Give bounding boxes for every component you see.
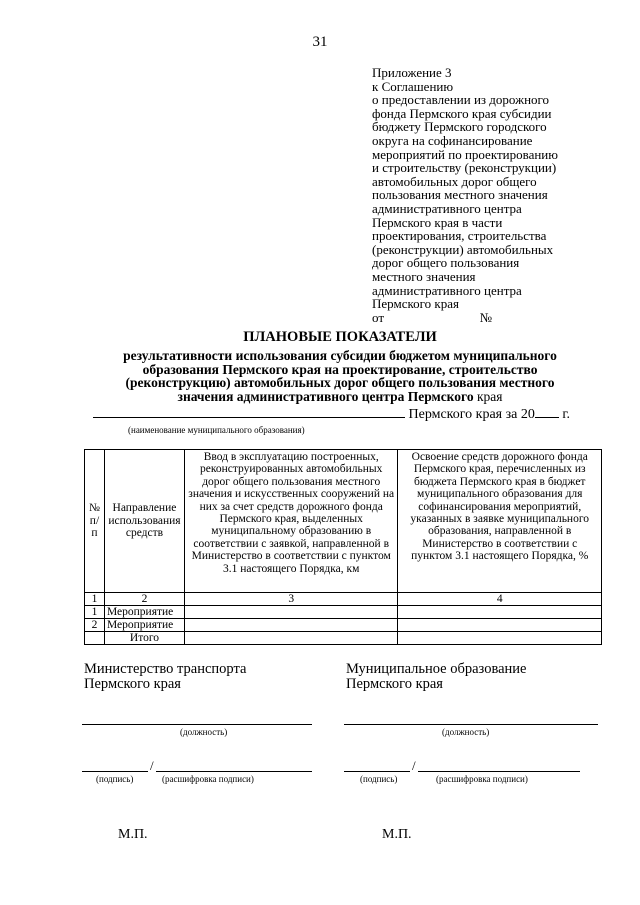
right-organization (346, 662, 527, 692)
right-slash: / (412, 758, 416, 773)
appendix-line: дорог общего пользования (372, 255, 520, 271)
right-position-line (344, 724, 598, 725)
row-value-percent (398, 606, 602, 619)
appendix-line: Приложение 3 (372, 65, 452, 80)
right-org-line: Пермского края (346, 676, 443, 692)
right-decode-caption: (расшифровка подписи) (436, 774, 528, 784)
appendix-line: Пермского края (372, 296, 459, 312)
column-number: 2 (104, 593, 184, 606)
right-stamp: М.П. (382, 827, 412, 842)
table-row (85, 606, 602, 619)
row-number: 2 (85, 619, 105, 632)
appendix-line: административного центра (372, 282, 522, 298)
left-decode-line (156, 771, 312, 772)
total-label: Итого (104, 632, 184, 645)
document-subtitle (90, 349, 590, 403)
appendix-line: Пермского края в части (372, 214, 503, 230)
municipality-caption: (наименование муниципального образования) (128, 425, 305, 435)
column-number: 3 (184, 593, 398, 606)
appendix-line: мероприятий по проектированию (372, 146, 558, 162)
appendix-line: о предоставлении из дорожного (372, 92, 550, 108)
row-value-percent (398, 619, 602, 632)
left-position-caption: (должность) (180, 727, 228, 737)
appendix-line: фонда Пермского края субсидии (372, 105, 552, 121)
subtitle-line: (реконструкцию) автомобильных дорог общего пользования местного (125, 375, 555, 391)
appendix-line: округа на софинансирование (372, 132, 533, 148)
appendix-line: местного значения (372, 268, 476, 284)
total-value-percent (398, 632, 602, 645)
row-number: 1 (85, 606, 105, 619)
document-title: ПЛАНОВЫЕ ПОКАЗАТЕЛИ (243, 329, 437, 345)
number-label: № (479, 309, 492, 325)
right-sign-caption: (подпись) (360, 774, 398, 784)
right-sign-line (344, 771, 410, 772)
subtitle-line (90, 390, 590, 404)
subtitle-last-normal: края (476, 388, 503, 404)
left-organization (84, 662, 246, 692)
appendix-line: автомобильных дорог общего (372, 173, 537, 189)
left-sign-caption: (подпись) (96, 774, 134, 784)
left-stamp: М.П. (118, 827, 148, 842)
row-name: Мероприятие (104, 606, 184, 619)
appendix-line: пользования местного значения (372, 187, 548, 203)
appendix-line: административного центра (372, 200, 522, 216)
total-num (85, 632, 105, 645)
subtitle-last-bold: значения административного центра Пермского (177, 388, 474, 404)
page-number: 31 (312, 34, 328, 50)
column-number: 1 (85, 593, 105, 606)
left-org-line: Министерство транспорта (84, 661, 247, 677)
year-blank (535, 405, 559, 418)
period-row (93, 405, 570, 423)
left-position-line (82, 724, 312, 725)
appendix-line: (реконструкции) автомобильных (372, 241, 554, 257)
right-decode-line (418, 771, 580, 772)
column-number: 4 (398, 593, 602, 606)
row-value-km (184, 606, 398, 619)
left-sign-line (82, 771, 148, 772)
right-position-caption: (должность) (442, 727, 490, 737)
header-num: № п/п (85, 450, 105, 593)
column-number-row (85, 593, 602, 606)
indicators-table (84, 449, 602, 645)
total-row (85, 632, 602, 645)
row-name: Мероприятие (104, 619, 184, 632)
appendix-block (372, 66, 622, 324)
table-row (85, 619, 602, 632)
left-slash: / (150, 758, 154, 773)
year-suffix: г. (562, 407, 571, 422)
date-number-line (372, 311, 492, 325)
row-value-km (184, 619, 398, 632)
total-value-km (184, 632, 398, 645)
subtitle-line: образования Пермского края на проектирование, строительство (142, 361, 538, 377)
header-direction: Направление использования средств (104, 450, 184, 593)
subtitle-line: результативности использования субсидии бюджетом муниципального (123, 348, 557, 363)
left-decode-caption: (расшифровка подписи) (162, 774, 254, 784)
left-org-line: Пермского края (84, 676, 181, 692)
appendix-line: проектирования, строительства (372, 228, 547, 244)
header-row (85, 450, 602, 593)
right-org-line: Муниципальное образование (346, 661, 527, 677)
appendix-line: бюджету Пермского городского (372, 119, 547, 135)
from-label: от (372, 309, 385, 325)
header-funds-use: Освоение средств дорожного фонда Пермского края, перечисленных из бюджета Пермского края в бюджет муниципального образования для софинансирования мероприятий, указанных в заявке муниципального образования, направленной в Министерство в соответствии с пунктом 3.1 настоящего Порядка, % (398, 450, 602, 593)
header-commissioning: Ввод в эксплуатацию построенных, реконструированных автомобильных дорог общего пользования местного значения и искусственных сооружений на них за счет средств дорожного фонда Пермского края, выделенных муниципальному образованию в соответствии с заявкой, направленной в Министерство в соответствии с пунктом 3.1 настоящего Порядка, км (184, 450, 398, 593)
appendix-line: и строительству (реконструкции) (372, 160, 557, 176)
appendix-line: к Соглашению (372, 78, 454, 94)
municipality-blank (93, 405, 405, 418)
period-suffix: Пермского края за 20 (408, 407, 535, 422)
